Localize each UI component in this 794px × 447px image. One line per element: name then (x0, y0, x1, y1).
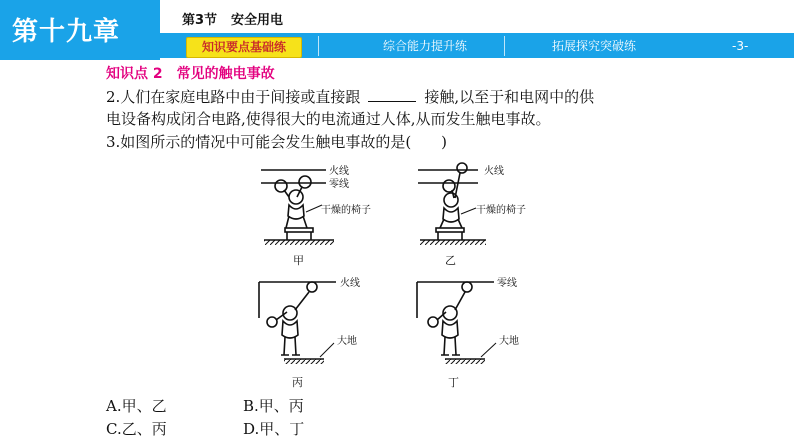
label-yi-chair: 干燥的椅子 (476, 205, 526, 216)
question-2-line-2: 电设备构成闭合电路,使得很大的电流通过人体,从而发生触电事故。 (106, 110, 551, 128)
hand-right (462, 282, 472, 292)
head-icon (444, 193, 458, 207)
label-ding: 丁 (448, 376, 459, 389)
section-number: 第3节 (182, 13, 218, 28)
option-d[interactable]: D.甲、丁 (243, 420, 305, 438)
label-jia-wire-1: 火线 (329, 166, 349, 177)
chapter-title: 第十九章 (12, 17, 121, 47)
option-c[interactable]: C.乙、丙 (106, 420, 167, 438)
label-jia: 甲 (293, 254, 304, 267)
label-yi: 乙 (445, 254, 456, 267)
hand-right (307, 282, 317, 292)
label-ding-ground: 大地 (499, 336, 519, 347)
question-3: 3.如图所示的情况中可能会发生触电事故的是( ) (106, 133, 448, 151)
section-name: 安全用电 (231, 13, 284, 28)
question-2-text-b: 接触,以至于和电网中的供 (424, 88, 595, 106)
panel-bing (259, 282, 336, 364)
hand-right (299, 176, 311, 188)
tab-extension[interactable]: 拓展探究突破练 (551, 39, 636, 53)
hand-left (267, 317, 277, 327)
hand-left (275, 180, 287, 192)
label-jia-chair: 干燥的椅子 (321, 205, 371, 216)
question-2-text-a: 2.人们在家庭电路中由于间接或直接跟 (106, 88, 361, 106)
hand-left (443, 180, 455, 192)
tab-basic-practice[interactable]: 知识要点基础练 (186, 37, 302, 58)
panel-yi (418, 163, 486, 245)
tab-comprehensive[interactable]: 综合能力提升练 (382, 39, 467, 53)
panel-ding (417, 282, 496, 364)
page-number: -3- (732, 39, 749, 53)
head-icon (289, 190, 303, 204)
label-ding-wire: 零线 (497, 278, 517, 289)
hand-right (457, 163, 467, 173)
option-b[interactable]: B.甲、丙 (243, 397, 304, 415)
option-a[interactable]: A.甲、乙 (106, 397, 167, 415)
label-bing-wire: 火线 (340, 278, 360, 289)
hand-left (428, 317, 438, 327)
label-bing-ground: 大地 (337, 336, 357, 347)
knowledge-point-heading: 知识点 2 常见的触电事故 (106, 66, 275, 82)
label-jia-wire-2: 零线 (329, 179, 349, 190)
label-yi-wire-1: 火线 (484, 166, 504, 177)
label-bing: 丙 (292, 376, 303, 389)
